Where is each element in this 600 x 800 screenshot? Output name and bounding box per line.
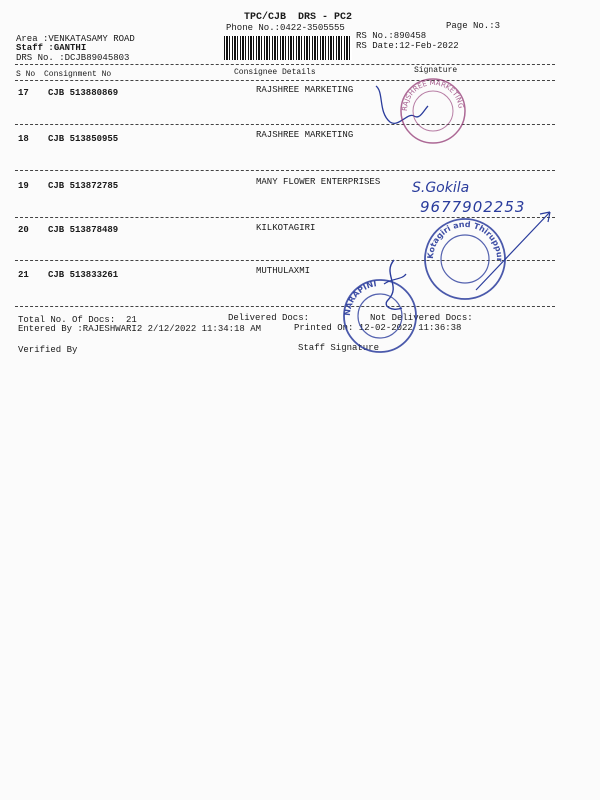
delivered-docs: Delivered Docs: [228,313,310,323]
document-title: TPC/CJB DRS - PC2 [244,12,353,23]
row-sno: 20 [18,225,29,235]
stamp3-text: NARAPINI [342,279,378,317]
row-divider [15,124,555,125]
staff-name: GANTHI [53,43,87,53]
svg-text:RAJSHREE MARKETING [401,79,465,111]
staff-signature-label: Staff Signature [298,343,380,353]
total-docs: Total No. Of Docs: 21 [18,315,137,325]
row-consignee: RAJSHREE MARKETING [256,85,354,95]
row-consignee: MUTHULAXMI [256,266,311,276]
col-consignee: Consignee Details [234,68,316,77]
handwritten-name: S.Gokila [412,180,470,196]
row-consignee: KILKOTAGIRI [256,223,316,233]
header-divider [15,64,555,65]
row-sno: 21 [18,270,29,280]
rs-number: RS No.:890458 [356,31,427,41]
printed-on: Printed On: 12-02-2022 11:36:38 [294,323,462,333]
row-consignment: CJB 513850955 [48,134,119,144]
staff-label [16,43,86,53]
entered-by: Entered By :RAJESHWARI2 2/12/2022 11:34:18 AM [18,324,262,334]
rs-date: RS Date:12-Feb-2022 [356,41,459,51]
row-consignee: RAJSHREE MARKETING [256,130,354,140]
row-sno: 18 [18,134,29,144]
columns-divider [15,80,555,81]
company-stamp-icon [398,76,468,146]
row-divider [15,170,555,171]
handwritten-phone: 9677902253 [420,198,526,216]
row-sno: 19 [18,181,29,191]
signature-scribble-icon [372,256,412,316]
signature-arrow-icon [470,200,560,300]
row-consignment: CJB 513878489 [48,225,119,235]
row-sno: 17 [18,88,29,98]
row-consignment: CJB 513872785 [48,181,119,191]
staff-label-text: Staff : [16,43,54,53]
area-label: Area :VENKATASAMY ROAD [16,34,135,44]
row-consignment: CJB 513880869 [48,88,119,98]
barcode-icon [224,36,352,60]
stamp1-text: RAJSHREE MARKETING [400,78,465,112]
verified-by: Verified By [18,345,78,355]
row-divider [15,306,555,307]
drs-number: DRS No. :DCJB89045803 [16,53,130,63]
col-signature: Signature [414,66,458,75]
stamp2-text: Kotagiri and Thiruppur [425,219,505,262]
col-sno: S No [16,70,36,79]
row-consignment: CJB 513833261 [48,270,119,280]
row-consignee: MANY FLOWER ENTERPRISES [256,177,381,187]
col-consignment: Consignment No [44,70,112,79]
phone-number: Phone No.:0422-3505555 [226,23,345,33]
page-number: Page No.:3 [446,21,501,31]
not-delivered-docs: Not Delivered Docs: [370,313,473,323]
